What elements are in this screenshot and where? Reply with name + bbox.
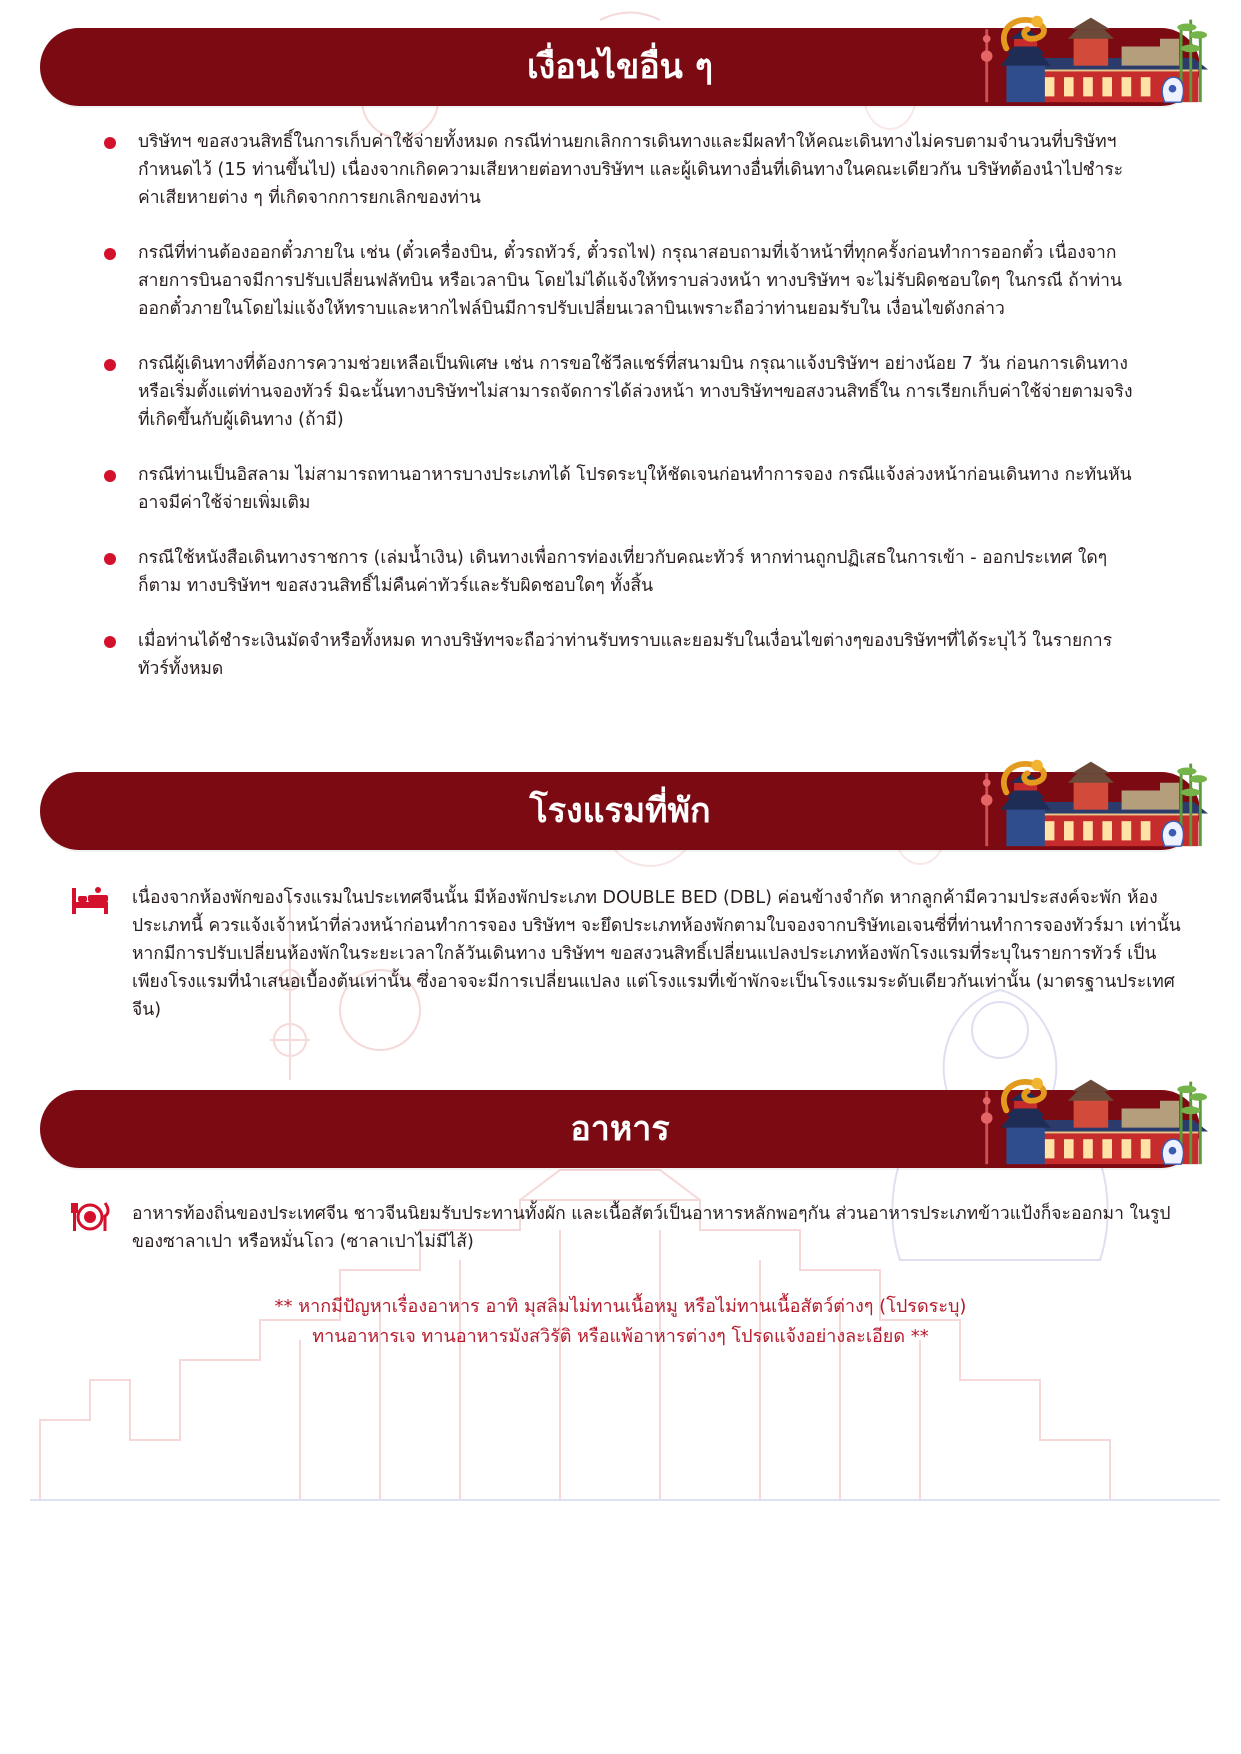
conditions-list <box>0 128 1241 683</box>
bullet-dot-icon <box>104 470 116 482</box>
food-paragraph: อาหารท้องถิ่นของประเทศจีน ชาวจีนนิยมรับประทานทั้งผัก และเนื้อสัตว์เป็นอาหารหลักพอๆกัน ส่วนอาหารประเภทข้าวแป้งก็จะออกมา ในรูปของซาลาเปา หรือหมั่นโถว (ซาลาเปาไม่มีไส้) <box>132 1204 1171 1252</box>
list-item: เมื่อท่านได้ชำระเงินมัดจำหรือทั้งหมด ทางบริษัทฯจะถือว่าท่านรับทราบและยอมรับในเงื่อนไขต่างๆของบริษัทฯที่ได้ระบุไว้ ในรายการทัวร์ทั้งหมด <box>0 627 1241 683</box>
conditions-section <box>0 128 1241 710</box>
list-item: กรณีท่านเป็นอิสลาม ไม่สามารถทานอาหารบางประเภทได้ โปรดระบุให้ชัดเจนก่อนทำการจอง กรณีแจ้งล่วงหน้าก่อนเดินทาง กะทันหัน อาจมีค่าใช้จ่ายเพิ่มเติม <box>0 461 1241 517</box>
section-title: อาหาร <box>570 1109 670 1149</box>
china-landmarks-illustration <box>968 6 1208 110</box>
food-note-line-2: ทานอาหารเจ ทานอาหารมังสวิรัติ หรือแพ้อาหารต่างๆ โปรดแจ้งอย่างละเอียด ** <box>312 1326 929 1347</box>
list-item: กรณีผู้เดินทางที่ต้องการความช่วยเหลือเป็นพิเศษ เช่น การขอใช้วีลแชร์ที่สนามบิน กรุณาแจ้งบริษัทฯ อย่างน้อย 7 วัน ก่อนการเดินทาง หรือเริ่มตั้งแต่ท่านจองทัวร์ มิฉะนั้นทางบริษัทฯไม่สามารถจัดการได้ล่วงหน้า ทางบริษัทฯขอสงวนสิทธิ์ใน การเรียกเก็บค่าใช้จ่ายตามจริงที่เกิดขึ้นกับผู้เดินทาง (ถ้ามี) <box>0 350 1241 434</box>
section-title: เงื่อนไขอื่น ๆ <box>527 47 713 87</box>
section-title: โรงแรมที่พัก <box>529 791 711 831</box>
dining-icon <box>70 1200 110 1234</box>
bullet-dot-icon <box>104 553 116 565</box>
china-landmarks-illustration <box>968 1068 1208 1172</box>
food-note-line-1: ** หากมีปัญหาเรื่องอาหาร อาทิ มุสลิมไม่ทานเนื้อหมู หรือไม่ทานเนื้อสัตว์ต่างๆ (โปรดระบุ) <box>274 1296 967 1317</box>
list-item: บริษัทฯ ขอสงวนสิทธิ์ในการเก็บค่าใช้จ่ายทั้งหมด กรณีท่านยกเลิกการเดินทางและมีผลทำให้คณะเดินทางไม่ครบตามจำนวนที่บริษัทฯ กำหนดไว้ (15 ท่านขึ้นไป) เนื่องจากเกิดความเสียหายต่อทางบริษัทฯ และผู้เดินทางอื่นที่เดินทางในคณะเดียวกัน บริษัทต้องนำไปชำระค่าเสียหายต่าง ๆ ที่เกิดจากการยกเลิกของท่าน <box>0 128 1241 212</box>
section-banner-conditions <box>40 28 1200 106</box>
bullet-dot-icon <box>104 359 116 371</box>
bed-icon <box>70 884 110 918</box>
china-landmarks-illustration <box>968 750 1208 854</box>
bullet-dot-icon <box>104 137 116 149</box>
hotel-paragraph: เนื่องจากห้องพักของโรงแรมในประเทศจีนนั้น มีห้องพักประเภท DOUBLE BED (DBL) ค่อนข้างจำกัด หากลูกค้ามีความประสงค์จะพัก ห้องประเภทนี้ ควรแจ้งเจ้าหน้าที่ล่วงหน้าก่อนทำการจอง บริษัทฯ จะยึดประเภทห้องพักตามใบจองจากบริษัทเอเจนซี่ที่ท่านทำการจองทัวร์มา เท่านั้น หากมีการปรับเปลี่ยนห้องพักในระยะเวลาใกล้วันเดินทาง บริษัทฯ ขอสงวนสิทธิ์เปลี่ยนแปลงประเภทห้องพักโรงแรมที่ระบุในรายการทัวร์ เป็นเพียงโรงแรมที่นำเสนอเบื้องต้นเท่านั้น ซึ่งอาจจะมีการเปลี่ยนแปลง แต่โรงแรมที่เข้าพักจะเป็นโรงแรมระดับเดียวกันเท่านั้น (มาตรฐานประเทศจีน) <box>132 888 1181 1020</box>
list-item: กรณีใช้หนังสือเดินทางราชการ (เล่มน้ำเงิน) เดินทางเพื่อการท่องเที่ยวกับคณะทัวร์ หากท่านถูกปฏิเสธในการเข้า - ออกประเทศ ใดๆ ก็ตาม ทางบริษัทฯ ขอสงวนสิทธิ์ไม่คืนค่าทัวร์และรับผิดชอบใดๆ ทั้งสิ้น <box>0 544 1241 600</box>
section-banner-hotel <box>40 772 1200 850</box>
bullet-dot-icon <box>104 248 116 260</box>
list-item: กรณีที่ท่านต้องออกตั๋วภายใน เช่น (ตั๋วเครื่องบิน, ตั๋วรถทัวร์, ตั๋วรถไฟ) กรุณาสอบถามที่เจ้าหน้าที่ทุกครั้งก่อนทำการออกตั๋ว เนื่องจากสายการบินอาจมีการปรับเปลี่ยนฟลัทบิน หรือเวลาบิน โดยไม่ได้แจ้งให้ทราบล่วงหน้า ทางบริษัทฯ จะไม่รับผิดชอบใดๆ ในกรณี ถ้าท่านออกตั๋วภายในโดยไม่แจ้งให้ทราบและหากไฟล์บินมีการปรับเปลี่ยนเวลาบินเพราะถือว่าท่านยอมรับใน เงื่อนไขดังกล่าว <box>0 239 1241 323</box>
section-banner-food <box>40 1090 1200 1168</box>
bullet-dot-icon <box>104 636 116 648</box>
food-note <box>0 1292 1241 1352</box>
